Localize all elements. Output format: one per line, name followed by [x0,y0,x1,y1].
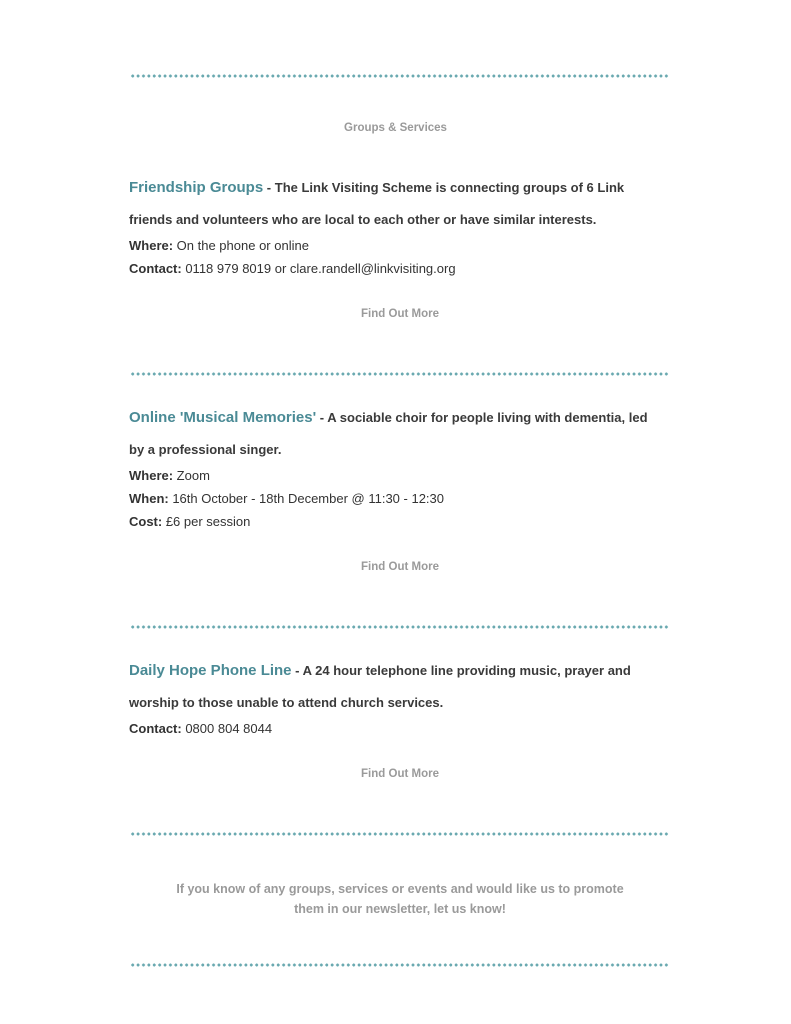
find-out-more-link[interactable]: Find Out More [361,308,439,320]
detail-value: 16th October - 18th December @ 11:30 - 12:30 [168,491,444,506]
detail-value: £6 per session [162,514,251,529]
item-name: Online 'Musical Memories' [129,409,317,426]
item-description-continued: friends and volunteers who are local to each other or have similar interests. [129,212,597,227]
detail-label: Contact: [129,721,182,736]
detail-where [129,234,689,257]
divider [130,74,670,78]
friendship-groups-block [129,172,689,280]
item-name: Daily Hope Phone Line [129,662,292,679]
divider [130,832,670,836]
detail-label: Where: [129,468,174,483]
divider [130,372,670,376]
item-description: The Link Visiting Scheme is connecting groups of 6 Link [274,180,625,195]
item-headline [129,172,689,204]
detail-contact [129,257,689,280]
detail-label: Cost: [129,514,163,529]
detail-when [129,487,689,510]
item-description-continued: by a professional singer. [129,442,282,457]
detail-where [129,464,689,487]
item-separator: - [291,663,303,678]
divider [130,963,670,967]
item-separator: - [263,180,275,195]
item-headline [129,402,689,434]
footer-note-line: If you know of any groups, services or events and would like us to promote [176,882,624,896]
detail-contact [129,717,689,740]
item-description: A 24 hour telephone line providing music, prayer and [302,663,631,678]
detail-cost [129,510,689,533]
detail-value: On the phone or online [173,238,309,253]
item-name: Friendship Groups [129,179,264,196]
item-headline [129,655,689,687]
item-separator: - [316,410,328,425]
detail-value: 0800 804 8044 [181,721,273,736]
divider [130,625,670,629]
item-description: A sociable choir for people living with dementia, led [327,410,648,425]
footer-note [0,879,791,919]
musical-memories-block [129,402,689,533]
detail-value: Zoom [173,468,210,483]
detail-label: Contact: [129,261,182,276]
detail-label: When: [129,491,169,506]
detail-value: 0118 979 8019 or clare.randell@linkvisiting.org [181,261,456,276]
section-title: Groups & Services [344,122,447,134]
find-out-more-link[interactable]: Find Out More [361,561,439,573]
footer-note-line: them in our newsletter, let us know! [294,902,506,916]
find-out-more-link[interactable]: Find Out More [361,768,439,780]
daily-hope-block [129,655,689,740]
item-description-continued: worship to those unable to attend church services. [129,695,444,710]
detail-label: Where: [129,238,174,253]
